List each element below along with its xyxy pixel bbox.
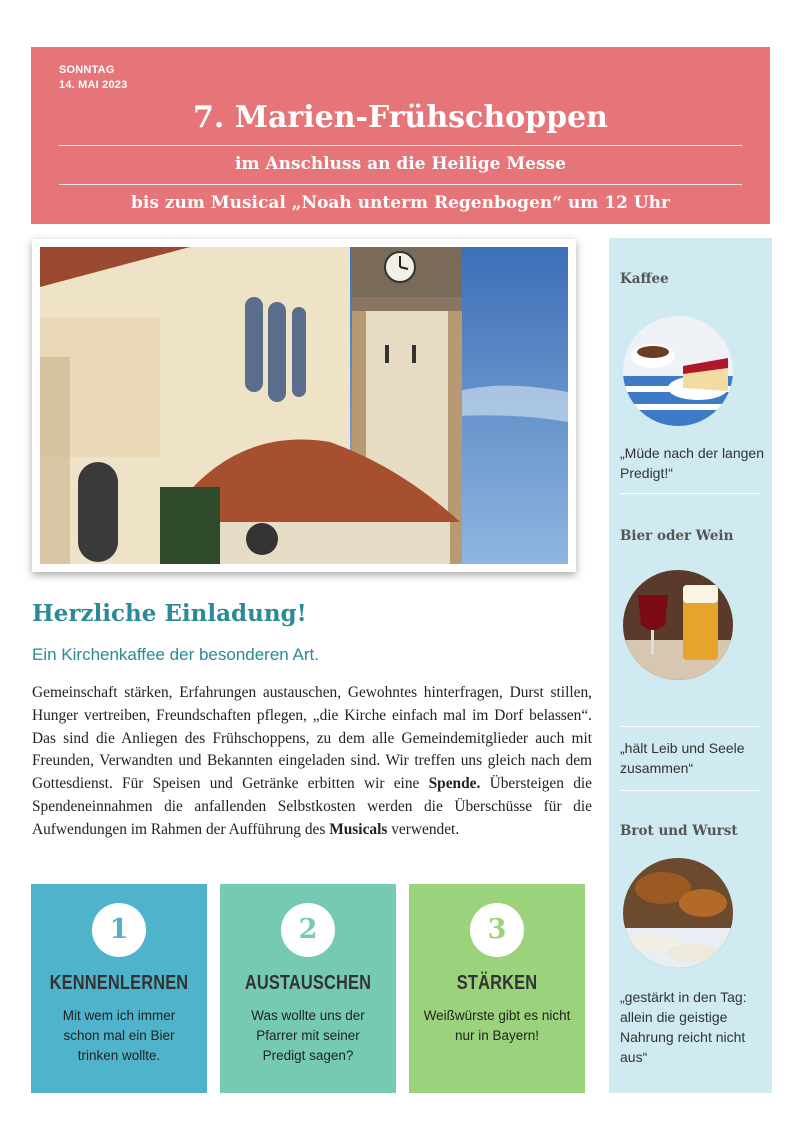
article-subheading: Ein Kirchenkaffee der besonderen Art. (32, 645, 319, 664)
article-body (32, 682, 592, 842)
body-bold-musicals: Musicals (329, 820, 388, 838)
church-photo-frame (32, 239, 576, 572)
sidebar-title-bier-wein: Bier oder Wein (620, 528, 734, 544)
step-text-2: Was wollte uns der Pfarrer mit seiner Predigt sagen? (251, 1008, 365, 1063)
body-text: Gemeinschaft stärken, Erfahrungen austauschen, Gewohntes hinterfragen, Durst stillen, Hunger vertreiben, Freundschaften pflegen, „die Kirche einfach mal im Dorf belassen“. Das sind die Anliegen des Frühschoppens, zu dem alle Gemeindemitglieder auch mit Freunden, Verwandten und Bekannten eingeladen sind. Wir treffen uns gleich nach dem Gottesdienst. Für Speisen und Getränke erbitten wir eine (32, 684, 592, 793)
sidebar-quote-1: „Müde nach der langen Predigt!“ (620, 445, 764, 481)
pretzel-sausage-image (623, 858, 733, 968)
sidebar-divider (620, 493, 760, 494)
step-title-2: AUSTAUSCHEN (244, 972, 372, 994)
coffee-cake-image (623, 316, 733, 426)
sidebar-quote-2: „hält Leib und Seele zusammen“ (620, 740, 745, 776)
day-label: SONNTAG (59, 64, 115, 76)
date-label: 14. MAI 2023 (59, 79, 128, 91)
sidebar-divider (620, 726, 760, 727)
header-subtitle-2: bis zum Musical „Noah unterm Regenbogen“ um 12 Uhr (131, 193, 670, 213)
step-title-3: STÄRKEN (456, 972, 538, 994)
sidebar-title-brot-wurst: Brot und Wurst (620, 823, 738, 839)
sidebar-title-kaffee: Kaffee (620, 271, 669, 287)
body-bold-spende: Spende. (428, 775, 481, 793)
sidebar-quote-3: „gestärkt in den Tag: allein die geistige Nahrung reicht nicht aus“ (620, 989, 747, 1065)
article-heading: Herzliche Einladung! (32, 600, 307, 627)
step-number-2: 2 (281, 903, 335, 957)
step-title-1: KENNENLERNEN (49, 972, 189, 994)
header-banner (31, 47, 770, 224)
sidebar-divider (620, 790, 760, 791)
step-box-1 (31, 884, 207, 1093)
step-number-3: 3 (470, 903, 524, 957)
church-photo (40, 247, 568, 564)
step-box-2 (220, 884, 396, 1093)
header-divider (59, 145, 742, 146)
beer-wine-image (623, 570, 733, 680)
page-title: 7. Marien-Frühschoppen (193, 100, 608, 135)
header-divider (59, 184, 742, 185)
header-subtitle-1: im Anschluss an die Heilige Messe (235, 154, 566, 174)
date-block (59, 63, 127, 93)
step-number-1: 1 (92, 903, 146, 957)
sidebar (609, 238, 772, 1093)
body-text: Übersteigen die Spendeneinnahmen die anfallenden Selbstkosten werden die Überschüsse für die Aufwendungen im Rahmen der Aufführung des (32, 775, 592, 838)
step-text-1: Mit wem ich immer schon mal ein Bier trinken wollte. (62, 1008, 176, 1063)
step-box-3 (409, 884, 585, 1093)
step-text-3: Weißwürste gibt es nicht nur in Bayern! (423, 1008, 571, 1043)
body-text: verwendet. (387, 820, 460, 838)
